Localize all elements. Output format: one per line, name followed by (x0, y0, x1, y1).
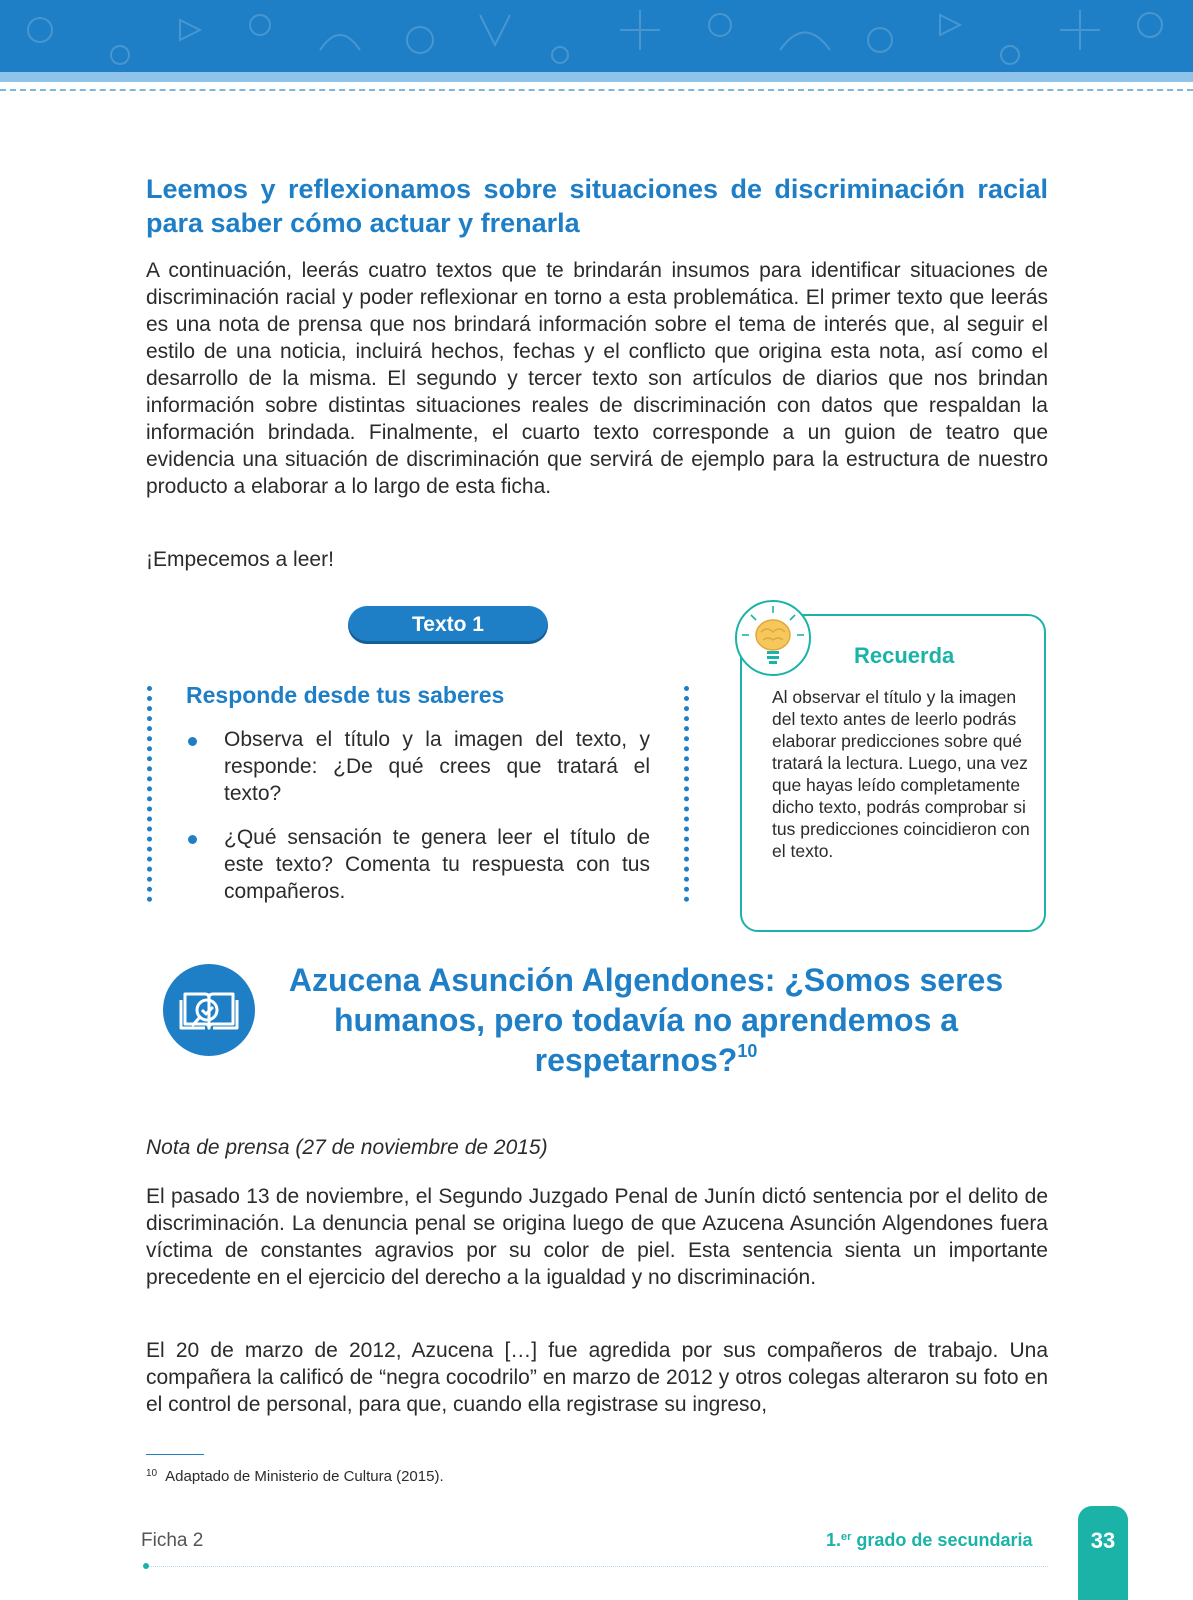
bullet-icon (188, 737, 197, 746)
footer-ficha: Ficha 2 (141, 1530, 204, 1551)
responde-title: Responde desde tus saberes (186, 682, 505, 708)
footer-dotted-line (146, 1566, 1048, 1567)
text-label-badge: Texto 1 (348, 606, 548, 644)
page-number: 33 (1078, 1506, 1128, 1600)
grade-rest: grado de secundaria (851, 1530, 1033, 1550)
intro-paragraph: A continuación, leerás cuatro textos que te brindarán insumos para identificar situaciones de discriminación racial y poder reflexionar en torno a esta problemática. El primer texto que leerás es una nota de prensa que nos brindará información sobre el tema de interés que, al seguir el estilo de una noticia, incluirá hechos, fechas y el conflicto que origina esta nota, así como el desarrollo de la misma. El segundo y tercer texto son artículos de diarios que nos brindan información sobre distintas situaciones reales de discriminación con datos que respaldan la información brindada. Finalmente, el cuarto texto corresponde a un guion de teatro que evidencia una situación de discriminación que servirá de ejemplo para la estructura de nuestro producto a elaborar a lo largo de esta ficha. (146, 259, 1048, 498)
list-item-text: ¿Qué sensación te genera leer el título de este texto? Comenta tu respuesta con tus compañeros. (224, 826, 650, 903)
banner-dashed-line (0, 89, 1193, 91)
grade-sup: er (841, 1531, 852, 1543)
footer-grade (826, 1530, 1032, 1551)
list-item (186, 824, 650, 905)
footnote-ref: 10 (737, 1041, 758, 1061)
recuerda-title: Recuerda (854, 643, 955, 668)
section-title: Leemos y reflexionamos sobre situaciones de discriminación racial para saber cómo actuar y frenarla (146, 174, 1048, 238)
article-paragraph: El 20 de marzo de 2012, Azucena […] fue agredida por sus compañeros de trabajo. Una compañera la calificó de “negra cocodrilo” en marzo de 2012 y otros colegas alteraron su foto en el control de personal, para que, cuando ella registrase su ingreso, (146, 1339, 1048, 1416)
recuerda-text: Al observar el título y la imagen del texto antes de leerlo podrás elaborar predicciones sobre qué tratará la lectura. Luego, una vez que hayas leído completamente dicho texto, podrás comprobar si tus predicciones coincidieron con el texto. (772, 687, 1030, 861)
list-item (186, 726, 650, 807)
footer-dot (143, 1563, 149, 1569)
article-title (260, 960, 1032, 1080)
list-item-text: Observa el título y la imagen del texto, y responde: ¿De qué crees que tratará el texto? (224, 728, 650, 805)
dotted-border-left (147, 686, 152, 902)
article-paragraph: El pasado 13 de noviembre, el Segundo Juzgado Penal de Junín dictó sentencia por el delito de discriminación. La denuncia penal se origina luego de que Azucena Asunción Algendones fuera víctima de constantes agravios por su color de piel. Esta sentencia sienta un importante precedente en el ejercicio del derecho a la igualdad y no discriminación. (146, 1185, 1048, 1289)
footnote (146, 1468, 444, 1485)
header-banner (0, 0, 1193, 72)
banner-stripe (0, 72, 1193, 82)
bullet-icon (188, 835, 197, 844)
article-type-date: Nota de prensa (27 de noviembre de 2015) (146, 1136, 548, 1159)
footnote-rule (146, 1454, 204, 1455)
book-magnifier-icon (163, 964, 255, 1056)
article-title-text: Azucena Asunción Algendones: ¿Somos seres humanos, pero todavía no aprendemos a respetarnos? (288, 962, 1004, 1078)
responde-list (186, 726, 650, 922)
footnote-text: Adaptado de Ministerio de Cultura (2015). (165, 1468, 444, 1485)
grade-prefix: 1. (826, 1530, 842, 1550)
start-reading-text: ¡Empecemos a leer! (146, 548, 334, 571)
lightbulb-brain-icon (735, 600, 811, 676)
dotted-border-right (684, 686, 689, 902)
banner-doodle-pattern (0, 0, 1193, 72)
footnote-number: 10 (146, 1468, 158, 1479)
